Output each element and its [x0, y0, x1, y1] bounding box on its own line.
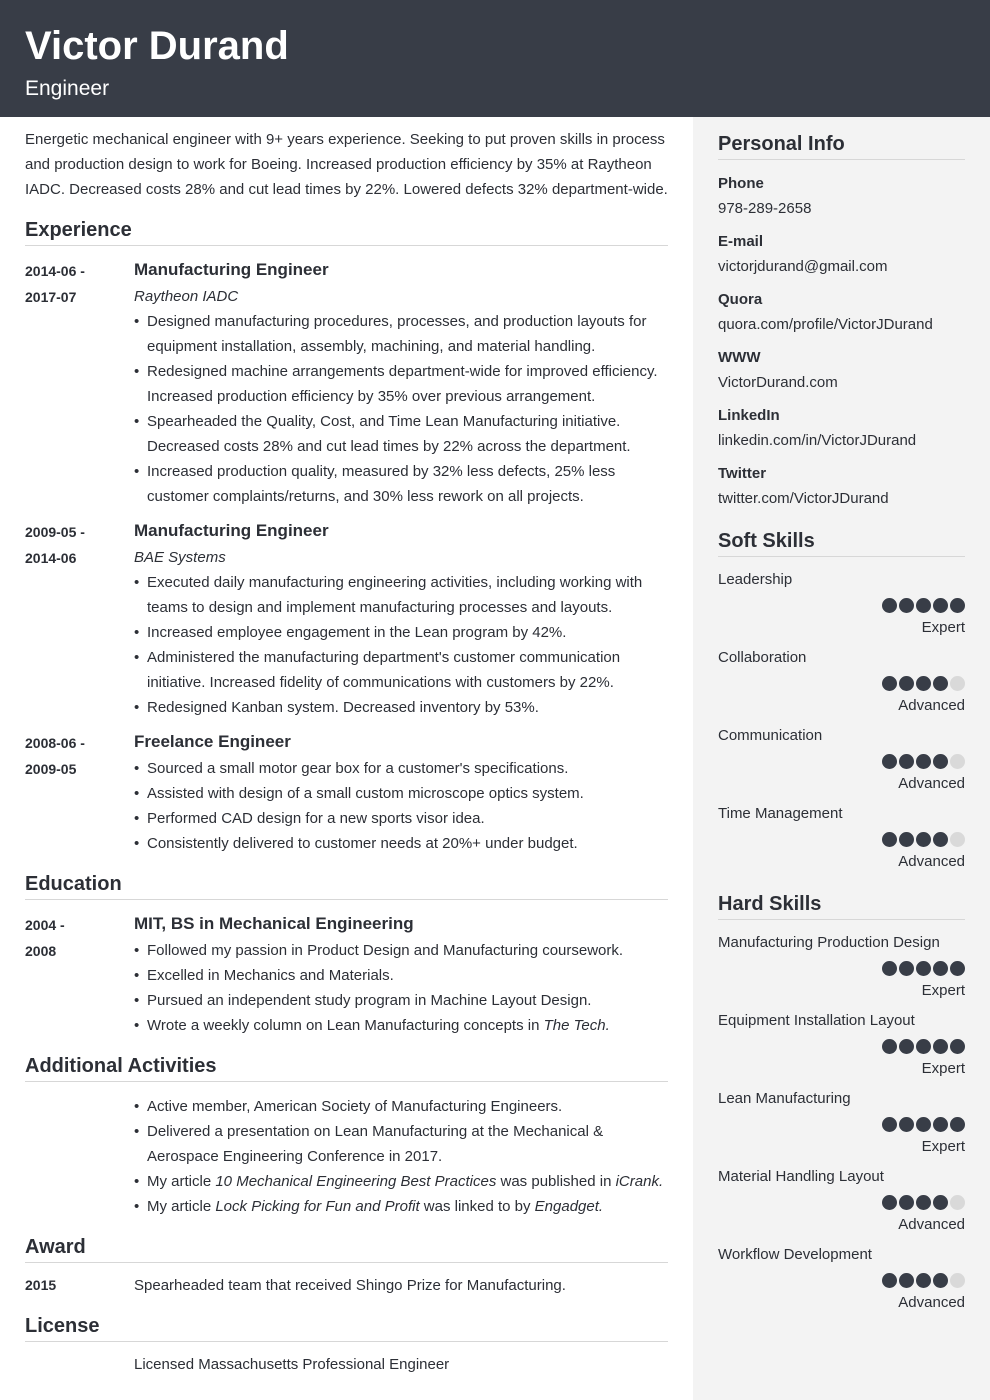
info-value: linkedin.com/in/VictorJDurand [718, 432, 917, 449]
rating-dot-filled-icon [916, 1273, 931, 1288]
rating-dot-filled-icon [916, 1117, 931, 1132]
skill-rating [718, 1195, 965, 1210]
rating-dot-filled-icon [933, 1195, 948, 1210]
date-start: 2009-05 - [25, 524, 85, 540]
degree-title: MIT, BS in Mechanical Engineering [134, 914, 414, 933]
info-label: E-mail [718, 233, 764, 250]
job-title: Freelance Engineer [134, 732, 291, 751]
rating-dot-filled-icon [882, 961, 897, 976]
skill-name: Material Handling Layout [718, 1168, 884, 1185]
skill-item [718, 1089, 965, 1157]
info-value: 978-289-2658 [718, 200, 812, 217]
award-text: Spearheaded team that received Shingo Prize for Manufacturing. [134, 1277, 566, 1294]
skill-item [718, 648, 965, 716]
skill-item [718, 1011, 965, 1079]
info-item-twitter [718, 464, 965, 509]
skill-rating [718, 1273, 965, 1288]
license-entry [25, 1352, 668, 1377]
info-label: LinkedIn [718, 407, 780, 424]
entry-date [25, 912, 125, 964]
skill-rating [718, 1039, 965, 1054]
rating-dot-filled-icon [933, 754, 948, 769]
date-start: 2014-06 - [25, 263, 85, 279]
rating-dot-filled-icon [916, 598, 931, 613]
rating-dot-filled-icon [899, 1039, 914, 1054]
hard-skills-list [718, 933, 965, 1313]
skill-rating [718, 1117, 965, 1132]
list-item: • Consistently delivered to customer needs at 20%+ under budget. [134, 831, 668, 856]
rating-dot-filled-icon [882, 832, 897, 847]
skill-name: Lean Manufacturing [718, 1090, 851, 1107]
info-value: quora.com/profile/VictorJDurand [718, 316, 933, 333]
rating-dot-empty-icon [950, 676, 965, 691]
info-value: VictorDurand.com [718, 374, 838, 391]
list-item [134, 1169, 668, 1194]
summary: Energetic mechanical engineer with 9+ years experience. Seeking to put proven skills in process and production design to work for Boeing. Increased production efficiency by 35% at Raytheon IADC. Decreased costs 28% and cut lead times by 22%. Lowered defects 32% department-wide. [25, 131, 668, 198]
list-item [134, 1013, 668, 1038]
list-item: • Excelled in Mechanics and Materials. [134, 963, 668, 988]
job-title: Manufacturing Engineer [134, 260, 329, 279]
rating-dot-filled-icon [933, 1117, 948, 1132]
info-label: WWW [718, 349, 761, 366]
rating-dot-filled-icon [899, 961, 914, 976]
skill-name: Time Management [718, 805, 843, 822]
info-item-phone [718, 174, 965, 219]
company-name: Raytheon IADC [134, 288, 239, 305]
rating-dot-filled-icon [950, 961, 965, 976]
sidebar [693, 117, 990, 1400]
list-item: • Designed manufacturing procedures, processes, and production layouts for equipment installation, assembly, machining, and material handling. [134, 309, 668, 359]
bullet-list [134, 938, 668, 1038]
rating-dot-filled-icon [882, 754, 897, 769]
skill-level: Expert [921, 1138, 965, 1155]
bullet-list [134, 570, 668, 720]
info-item-linkedin [718, 406, 965, 451]
text-span: was linked to by [419, 1198, 535, 1215]
job-title: Manufacturing Engineer [134, 521, 329, 540]
rating-dot-filled-icon [882, 1195, 897, 1210]
date-end: 2017-07 [25, 289, 77, 305]
text-span: was published in [496, 1173, 616, 1190]
list-item: • Increased production quality, measured by 32% less defects, 25% less customer complaints/returns, and 30% less rework on all projects. [134, 459, 668, 509]
list-item: • Followed my passion in Product Design and Manufacturing coursework. [134, 938, 668, 963]
rating-dot-filled-icon [882, 598, 897, 613]
license-text: Licensed Massachusetts Professional Engineer [134, 1356, 450, 1373]
list-item: • Redesigned machine arrangements department-wide for improved efficiency. Increased production efficiency by 35% over previous arrangement. [134, 359, 668, 409]
date-end: 2008 [25, 943, 57, 959]
activities-entry [25, 1094, 668, 1219]
list-item: • Spearheaded the Quality, Cost, and Time Lean Manufacturing initiative. Decreased costs 28% and cut lead times by 22% across the department. [134, 409, 668, 459]
skill-level: Advanced [898, 1216, 965, 1233]
info-item-quora [718, 290, 965, 335]
skill-item [718, 570, 965, 638]
list-item: • Sourced a small motor gear box for a customer's specifications. [134, 756, 668, 781]
rating-dot-empty-icon [950, 1273, 965, 1288]
main-column [25, 117, 668, 1377]
rating-dot-filled-icon [916, 1195, 931, 1210]
hard-skills-title: Hard Skills [718, 892, 965, 920]
list-item: • Increased employee engagement in the Lean program by 42%. [134, 620, 668, 645]
rating-dot-filled-icon [899, 598, 914, 613]
italic-text: iCrank. [615, 1173, 664, 1190]
rating-dot-empty-icon [950, 832, 965, 847]
rating-dot-filled-icon [882, 1039, 897, 1054]
rating-dot-filled-icon [916, 832, 931, 847]
italic-text: Engadget. [534, 1198, 604, 1215]
entry-date: 2015 [25, 1277, 57, 1293]
list-item: • Executed daily manufacturing engineering activities, including working with teams to design and implement manufacturing processes and layouts. [134, 570, 668, 620]
skill-rating [718, 832, 965, 847]
list-item: • Administered the manufacturing department's customer communication initiative. Increased fidelity of communications with customers by 22%. [134, 645, 668, 695]
info-label: Phone [718, 175, 764, 192]
skill-item [718, 1245, 965, 1313]
skill-level: Advanced [898, 697, 965, 714]
date-end: 2009-05 [25, 761, 77, 777]
skill-rating [718, 676, 965, 691]
rating-dot-filled-icon [899, 1273, 914, 1288]
skill-name: Manufacturing Production Design [718, 934, 940, 951]
info-value: victorjdurand@gmail.com [718, 258, 888, 275]
rating-dot-filled-icon [916, 754, 931, 769]
resume-header [0, 0, 990, 117]
skill-item [718, 804, 965, 872]
date-start: 2008-06 - [25, 735, 85, 751]
activities-title: Additional Activities [25, 1054, 668, 1082]
rating-dot-filled-icon [933, 1273, 948, 1288]
rating-dot-filled-icon [916, 1039, 931, 1054]
experience-entry [25, 730, 668, 856]
rating-dot-filled-icon [882, 1273, 897, 1288]
skill-name: Workflow Development [718, 1246, 872, 1263]
sidebar-content [718, 117, 965, 1313]
bullet-list [134, 1094, 668, 1219]
skill-item [718, 933, 965, 1001]
rating-dot-empty-icon [950, 754, 965, 769]
skill-name: Leadership [718, 571, 793, 588]
text-span: Wrote a weekly column on Lean Manufacturing concepts in [147, 1017, 544, 1034]
skill-name: Communication [718, 727, 823, 744]
rating-dot-filled-icon [933, 961, 948, 976]
info-item-www [718, 348, 965, 393]
license-title: License [25, 1314, 668, 1342]
list-item: • Pursued an independent study program in Machine Layout Design. [134, 988, 668, 1013]
list-item: • Active member, American Society of Manufacturing Engineers. [134, 1094, 668, 1119]
rating-dot-filled-icon [933, 676, 948, 691]
entry-date [25, 730, 125, 782]
experience-entry [25, 258, 668, 509]
info-value: twitter.com/VictorJDurand [718, 490, 889, 507]
skill-level: Expert [921, 982, 965, 999]
rating-dot-empty-icon [950, 1195, 965, 1210]
rating-dot-filled-icon [882, 676, 897, 691]
education-title: Education [25, 872, 668, 900]
skill-item [718, 726, 965, 794]
list-item [134, 1194, 668, 1219]
education-entry [25, 912, 668, 1038]
rating-dot-filled-icon [899, 832, 914, 847]
skill-rating [718, 961, 965, 976]
skill-level: Advanced [898, 775, 965, 792]
experience-entry [25, 519, 668, 720]
rating-dot-filled-icon [899, 1117, 914, 1132]
candidate-role: Engineer [25, 77, 110, 100]
skill-item [718, 1167, 965, 1235]
rating-dot-filled-icon [933, 598, 948, 613]
personal-info-title: Personal Info [718, 132, 965, 160]
list-item: • Assisted with design of a small custom microscope optics system. [134, 781, 668, 806]
date-end: 2014-06 [25, 550, 77, 566]
rating-dot-filled-icon [950, 1117, 965, 1132]
list-item: • Performed CAD design for a new sports visor idea. [134, 806, 668, 831]
rating-dot-filled-icon [882, 1117, 897, 1132]
skill-name: Equipment Installation Layout [718, 1012, 915, 1029]
award-title: Award [25, 1235, 668, 1263]
text-span: My article [147, 1198, 216, 1215]
italic-text: The Tech. [543, 1017, 610, 1034]
text-span: My article [147, 1173, 216, 1190]
italic-text: 10 Mechanical Engineering Best Practices [215, 1173, 497, 1190]
rating-dot-filled-icon [933, 1039, 948, 1054]
skill-level: Expert [921, 1060, 965, 1077]
date-start: 2004 - [25, 917, 65, 933]
rating-dot-filled-icon [899, 676, 914, 691]
entry-date [25, 519, 125, 571]
list-item: • Delivered a presentation on Lean Manufacturing at the Mechanical & Aerospace Engineering Conference in 2017. [134, 1119, 668, 1169]
rating-dot-filled-icon [899, 1195, 914, 1210]
info-label: Twitter [718, 465, 767, 482]
company-name: BAE Systems [134, 549, 226, 566]
rating-dot-filled-icon [916, 961, 931, 976]
list-item: • Redesigned Kanban system. Decreased inventory by 53%. [134, 695, 668, 720]
soft-skills-title: Soft Skills [718, 529, 965, 557]
rating-dot-filled-icon [950, 1039, 965, 1054]
info-item-email [718, 232, 965, 277]
rating-dot-filled-icon [916, 676, 931, 691]
bullet-list [134, 309, 668, 509]
bullet-list [134, 756, 668, 856]
entry-date [25, 258, 125, 310]
skill-rating [718, 598, 965, 613]
skill-level: Advanced [898, 1294, 965, 1311]
soft-skills-list [718, 570, 965, 872]
experience-title: Experience [25, 218, 668, 246]
skill-level: Advanced [898, 853, 965, 870]
rating-dot-filled-icon [933, 832, 948, 847]
rating-dot-filled-icon [950, 598, 965, 613]
candidate-name: Victor Durand [25, 24, 289, 68]
skill-level: Expert [921, 619, 965, 636]
skill-rating [718, 754, 965, 769]
award-entry [25, 1273, 668, 1298]
rating-dot-filled-icon [899, 754, 914, 769]
italic-text: Lock Picking for Fun and Profit [215, 1198, 420, 1215]
info-label: Quora [718, 291, 763, 308]
skill-name: Collaboration [718, 649, 807, 666]
